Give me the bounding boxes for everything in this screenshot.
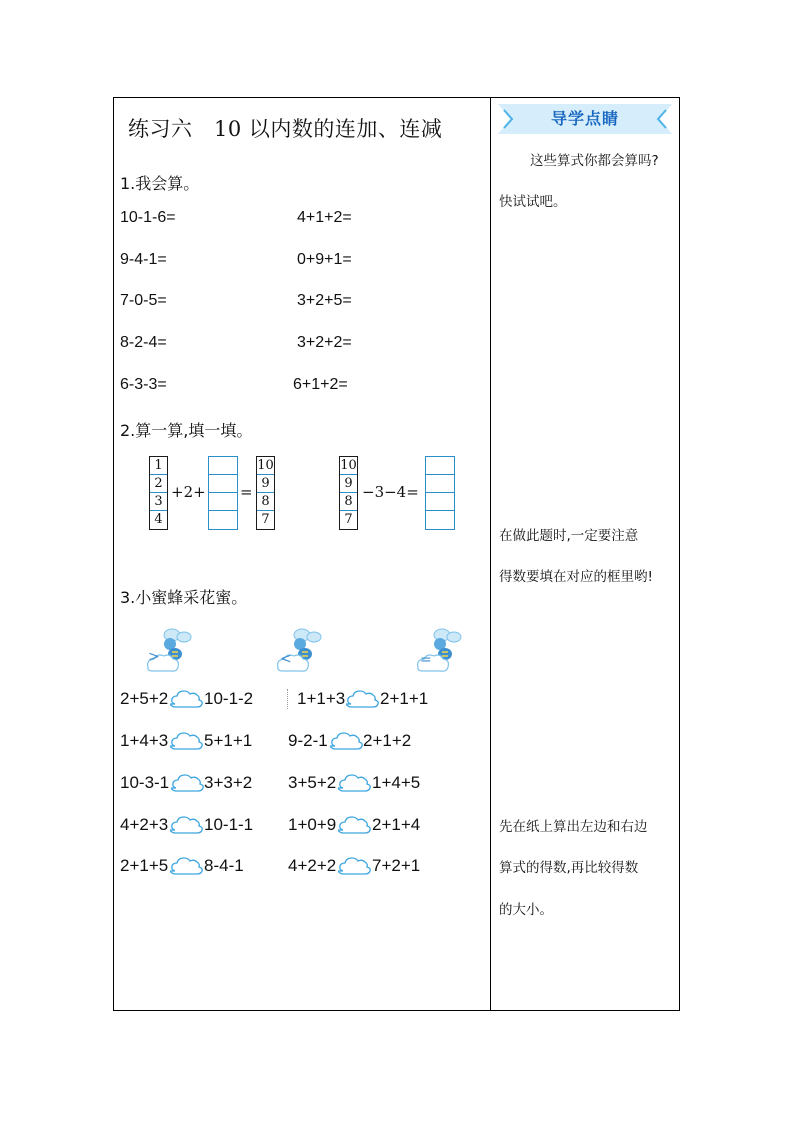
number-cell: 10 [340,458,357,473]
compare-right: 7+2+1 [372,856,421,875]
page-title: 练习六 10 以内数的连加、连减 [128,117,443,141]
compare-left: 2+1+5 [120,856,169,875]
calc-item: 3+2+2= [297,334,352,351]
tip-3-line-3: 的大小。 [499,902,553,918]
cloud-answer-icon[interactable] [170,813,204,835]
calc-item: 6-3-3= [120,376,167,393]
cloud-answer-icon[interactable] [170,729,204,751]
calc-item: 6+1+2= [293,376,348,393]
number-cell: 1 [150,457,167,475]
banner-title: 导学点睛 [550,109,619,128]
number-cell: 4 [154,512,163,527]
section-1-heading: 1.我会算。 [120,174,200,193]
tip-1-line-1: 这些算式你都会算吗? [530,153,659,169]
number-cell: 8 [340,493,357,511]
operator-minus-3-minus-4: −3−4= [362,483,419,501]
dotted-marker [287,689,289,709]
compare-left: 4+2+2 [288,856,337,875]
compare-left: 1+0+9 [288,815,337,834]
cloud-answer-icon[interactable] [338,854,372,876]
compare-left: 1+4+3 [120,731,169,750]
number-column-right [339,456,358,530]
compare-right: 1+4+5 [372,773,421,792]
section-3-heading: 3.小蜜蜂采花蜜。 [120,588,248,607]
number-cell: 3 [150,493,167,511]
calc-item: 7-0-5= [120,292,167,309]
tip-2-line-1: 在做此题时,一定要注意 [499,528,639,544]
calc-item: 9-4-1= [120,251,167,268]
cloud-answer-icon[interactable] [171,771,205,793]
number-cell: 10 [257,458,274,473]
tip-1-line-2: 快试试吧。 [499,194,567,210]
bee-sign: = [420,652,432,668]
section-2-heading: 2.算一算,填一填。 [120,421,253,440]
cloud-answer-icon[interactable] [170,687,204,709]
compare-right: 5+1+1 [204,731,253,750]
number-cell: 8 [257,493,274,511]
compare-left: 10-3-1 [120,773,170,792]
compare-left: 2+5+2 [120,689,169,708]
number-cell: 7 [261,512,270,527]
tip-3-line-2: 算式的得数,再比较得数 [499,860,639,876]
cloud-answer-icon[interactable] [330,729,364,751]
bee-less-icon [272,623,322,675]
cloud-answer-icon[interactable] [346,687,380,709]
number-column-left [149,456,168,530]
compare-right: 3+3+2 [204,773,253,792]
number-cell: 9 [340,475,357,493]
compare-right: 8-4-1 [204,856,244,875]
cloud-answer-icon[interactable] [338,813,372,835]
answer-box-column-2[interactable] [425,456,455,530]
compare-left: 9-2-1 [288,731,328,750]
column-divider [490,97,491,1011]
compare-left: 4+2+3 [120,815,169,834]
calc-item: 10-1-6= [120,209,176,226]
compare-left: 3+5+2 [288,773,337,792]
compare-right: 2+1+4 [372,815,421,834]
compare-right: 10-1-2 [204,689,254,708]
calc-item: 0+9+1= [297,251,352,268]
compare-right: 2+1+2 [363,731,412,750]
calc-item: 3+2+5= [297,292,352,309]
cloud-answer-icon[interactable] [170,854,204,876]
equals-sign: = [240,483,253,501]
number-cell: 2 [150,475,167,493]
compare-left: 1+1+3 [297,689,346,708]
operator-plus-2-plus: +2+ [171,483,206,501]
calc-item: 8-2-4= [120,334,167,351]
result-column [256,456,275,530]
number-cell: 7 [344,512,353,527]
tip-2-line-2: 得数要填在对应的框里哟! [499,569,653,585]
tip-3-line-1: 先在纸上算出左边和右边 [499,819,648,835]
number-cell: 9 [257,475,274,493]
bee-sign: < [280,651,292,667]
cloud-answer-icon[interactable] [338,771,372,793]
answer-box-column-1[interactable] [208,456,238,530]
bee-sign: > [148,649,160,665]
calc-item: 4+1+2= [297,209,352,226]
compare-right: 10-1-1 [204,815,254,834]
compare-right: 2+1+1 [380,689,429,708]
